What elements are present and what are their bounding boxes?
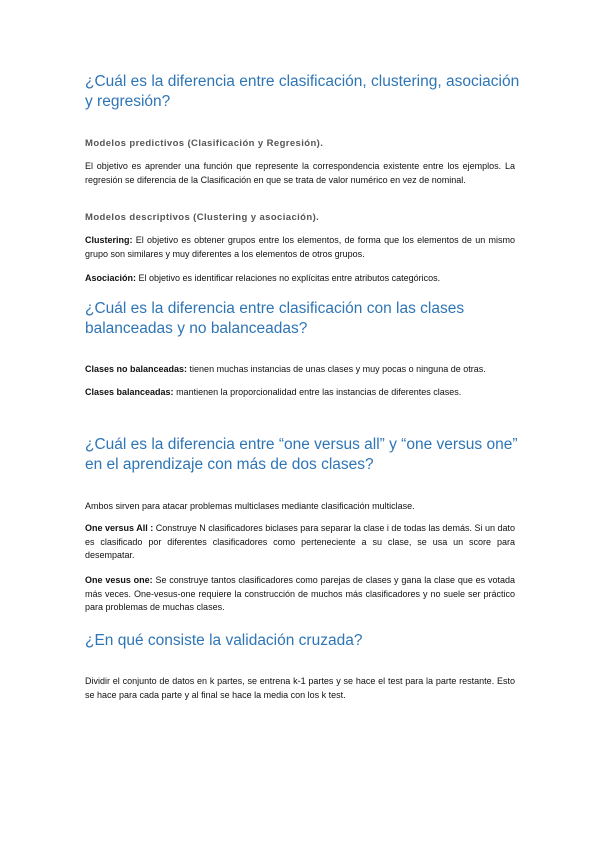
paragraph-unbalanced-classes — [85, 363, 515, 377]
ovo-label: One vesus one: — [85, 575, 153, 585]
section-heading-classification-types: ¿Cuál es la diferencia entre clasificación, clustering, asociación y regresión? — [85, 73, 520, 110]
section-heading-ova-ovo: ¿Cuál es la diferencia entre “one versus all” y “one versus one” en el aprendizaje con más de dos clases? — [85, 436, 518, 473]
section-heading-cross-validation: ¿En qué consiste la validación cruzada? — [85, 632, 363, 649]
paragraph-cross-validation: Dividir el conjunto de datos en k partes, se entrena k-1 partes y se hace el test para la parte restante. Esto se hace para cada parte y al final se hace la media con los k test. — [85, 676, 515, 700]
paragraph-predictive-models: El objetivo es aprender una función que represente la correspondencia existente entre los ejemplos. La regresión se diferencia de la Clasificación en que se trata de valor numérico en vez de nominal. — [85, 161, 515, 185]
balanced-text: mantienen la proporcionalidad entre las instancias de diferentes clases. — [173, 387, 462, 397]
association-label: Asociación: — [85, 273, 137, 283]
section-heading-balanced-classes: ¿Cuál es la diferencia entre clasificación con las clases balanceadas y no balanceadas? — [85, 300, 465, 337]
subheading-descriptive-models: Modelos descriptivos (Clustering y asociación). — [85, 212, 320, 223]
unbalanced-text: tienen muchas instancias de unas clases y muy pocas o ninguna de otras. — [187, 364, 486, 374]
association-text: El objetivo es identificar relaciones no explícitas entre atributos categóricos. — [136, 273, 441, 283]
ova-label: One versus All : — [85, 523, 154, 533]
paragraph-multiclass-intro: Ambos sirven para atacar problemas multiclases mediante clasificación multiclase. — [85, 501, 415, 511]
paragraph-association — [85, 272, 515, 286]
paragraph-one-versus-all — [85, 522, 515, 563]
subheading-predictive-models: Modelos predictivos (Clasificación y Regresión). — [85, 138, 324, 149]
unbalanced-label: Clases no balanceadas: — [85, 364, 188, 374]
balanced-label: Clases balanceadas: — [85, 387, 174, 397]
paragraph-clustering — [85, 234, 515, 261]
ova-text: Construye N clasificadores biclases para separar la clase i de todas las demás. Si un dato es clasificado por diferentes clasificadores como perteneciente a su clase, se usa un score para desempatar. — [85, 523, 515, 560]
ovo-text: Se construye tantos clasificadores como parejas de clases y gana la clase que es votada más veces. One-vesus-one requiere la construcción de muchos más clasificadores y no suele ser práctico para problemas de muchas clases. — [85, 575, 515, 612]
clustering-text: El objetivo es obtener grupos entre los elementos, de forma que los elementos de un mismo grupo son similares y muy diferentes a los elementos de otros grupos. — [85, 235, 515, 259]
paragraph-balanced-classes — [85, 386, 515, 400]
paragraph-one-versus-one — [85, 574, 515, 615]
clustering-label: Clustering: — [85, 235, 133, 245]
